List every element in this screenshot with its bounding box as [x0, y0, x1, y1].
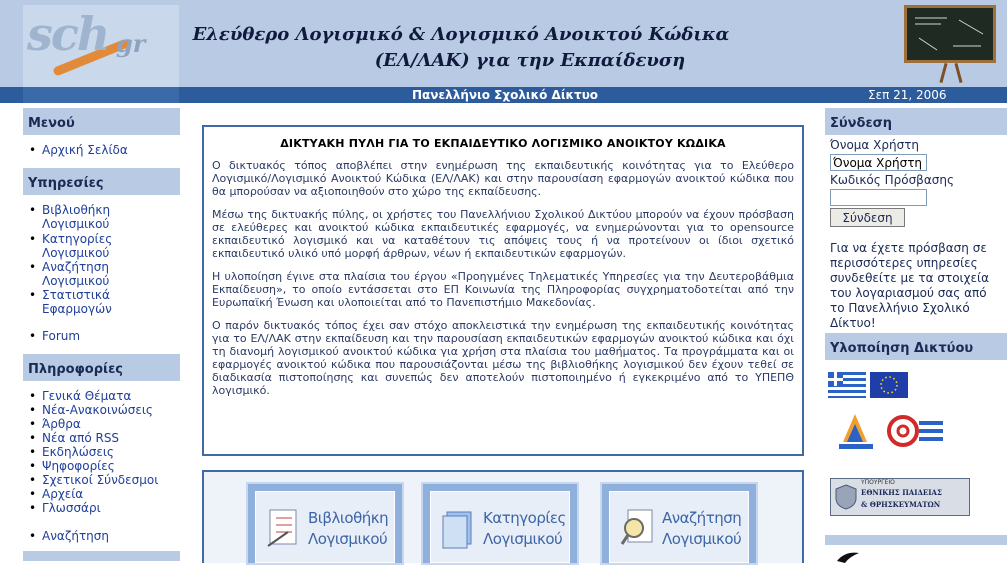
username-label: Όνομα Χρήστη [830, 138, 920, 152]
login-info-text: Για να έχετε πρόσβαση σε περισσότερες υπηρεσίες συνδεθείτε με τα στοιχεία του λογαριασμού σας από το Πανελλήνιο Σχολικό Δίκτυο! [830, 241, 989, 330]
right-sidebar [825, 106, 1007, 563]
software-library-label1: Βιβλιοθήκη [308, 509, 389, 527]
chalkboard-icon [904, 5, 996, 63]
left-sidebar [23, 106, 180, 563]
software-categories-button[interactable] [421, 482, 579, 565]
intro-heading: ΔΙΚΤΥΑΚΗ ΠΥΛΗ ΓΙΑ ΤΟ ΕΚΠΑΙΔΕΥΤΙΚΟ ΛΟΓΙΣΜΙΚΟ ΑΝΟΙΚΤΟΥ ΚΩΔΙΚΑ [280, 137, 726, 150]
intro-panel [202, 125, 804, 456]
greek-flag-icon [828, 372, 866, 398]
intro-paragraph: Ο παρόν δικτυακός τόπος έχει σαν στόχο αποκλειστικά την ενημέρωση της εκπαιδευτικής κοινότητας για το ΕΛ/ΛΑΚ στην εκπαίδευση και την παρουσίαση εκπαιδευτικών εφαρμογών ανοικτού κώδικα και όχι τη διανομή λογισμικού ανοικτού κώδικα για χρήση στα πλαίσια του μαθήματος. Τα προγράμματα και οι εφαρμογές ανοικτού κώδικα που παρουσιάζονται μέσω της βιβλιοθήκης λογισμικού δεν έχουν τεθεί σε διαδικασία πιστοποίησης και συνεπώς δεν αποτελούν πιστοποιημένο ή εγκεκριμένο από το ΥΠΕΠΘ λογισμικό. [212, 319, 794, 397]
network-name: Πανελλήνιο Σχολικό Δίκτυο [412, 88, 599, 102]
password-input[interactable] [830, 189, 927, 206]
ministry-line3: & ΘΡΗΣΚΕΥΜΑΤΩΝ [861, 500, 941, 509]
nav-search[interactable]: • Αναζήτηση [29, 529, 177, 543]
nav-events[interactable]: • Εκδηλώσεις [29, 445, 177, 459]
software-search-button[interactable] [600, 482, 758, 565]
coat-of-arms-icon [835, 484, 857, 510]
nav-app-statistics[interactable]: • Στατιστικά Εφαρμογών [29, 288, 177, 316]
ministry-line2: ΕΘΝΙΚΗΣ ΠΑΙΔΕΙΑΣ [861, 488, 942, 497]
nav-general-topics[interactable]: • Γενικά Θέματα [29, 389, 177, 403]
ministry-line1: ΥΠΟΥΡΓΕΙΟ [861, 479, 895, 486]
logo-suffix: gr [116, 29, 146, 58]
site-title [192, 22, 730, 74]
bird-logo-icon [837, 551, 859, 563]
sidebar-section-strip [23, 551, 180, 561]
ministry-of-education-logo[interactable] [830, 478, 970, 516]
info-heading: Πληροφορίες [23, 354, 180, 381]
software-search-label1: Αναζήτηση [662, 509, 742, 527]
quick-links-panel [202, 470, 804, 563]
eu-flag-icon [870, 372, 908, 398]
nav-glossary[interactable]: • Γλωσσάρι [29, 501, 177, 515]
sch-logo[interactable] [23, 5, 179, 87]
software-library-button[interactable] [246, 482, 404, 565]
menu-heading: Μενού [23, 108, 180, 135]
nav-software-search[interactable]: • Αναζήτηση Λογισμικού [29, 260, 177, 288]
software-categories-label1: Κατηγορίες [483, 509, 566, 527]
software-library-label2: Λογισμικού [308, 530, 388, 548]
nav-polls[interactable]: • Ψηφοφορίες [29, 459, 177, 473]
software-categories-label2: Λογισμικού [483, 530, 563, 548]
login-button[interactable]: Σύνδεση [830, 208, 905, 227]
username-input[interactable] [830, 154, 927, 171]
nav-articles[interactable]: • Άρθρα [29, 417, 177, 431]
nav-rss-news[interactable]: • Νέα από RSS [29, 431, 177, 445]
nav-software-categories[interactable]: • Κατηγορίες Λογισμικού [29, 232, 177, 260]
at-symbol-logo [885, 411, 945, 451]
easel-icon [940, 63, 962, 83]
software-search-label2: Λογισμικού [662, 530, 742, 548]
information-society-logo [837, 406, 875, 450]
top-bar [0, 87, 1007, 103]
implementation-heading: Υλοποίηση Δικτύου [825, 333, 1007, 360]
sidebar-section-strip [825, 535, 1007, 545]
intro-paragraph: Η υλοποίηση έγινε στα πλαίσια του έργου «Προηγμένες Τηλεματικές Υπηρεσίες για την Δευτεροβάθμια Εκπαίδευση», το οποίο εντάσσεται στο ΕΠ Κοινωνία της Πληροφορίας συγχρηματοδοτείται από την Ευρωπαϊκή Ένωση και υλοποιείται από το Πανεπιστήμιο Μακεδονίας. [212, 270, 794, 309]
checklist-icon [266, 506, 302, 550]
site-title-line1: Ελεύθερο Λογισμικό & Λογισμικό Ανοικτού Κώδικα [192, 24, 730, 45]
services-heading: Υπηρεσίες [23, 168, 180, 195]
folder-icon [441, 506, 477, 550]
nav-news[interactable]: • Νέα-Ανακοινώσεις [29, 403, 177, 417]
nav-forum[interactable]: • Forum [29, 329, 177, 343]
nav-software-library[interactable]: • Βιβλιοθήκη Λογισμικού [29, 203, 177, 231]
login-heading: Σύνδεση [825, 108, 1007, 135]
current-date: Σεπ 21, 2006 [868, 88, 947, 102]
magnifier-icon [620, 506, 656, 550]
nav-home[interactable]: • Αρχική Σελίδα [29, 143, 177, 157]
header [0, 0, 1007, 87]
site-title-line2: (ΕΛ/ΛΑΚ) για την Εκπαίδευση [374, 50, 686, 71]
logo-text: sch [27, 7, 109, 61]
nav-files[interactable]: • Αρχεία [29, 487, 177, 501]
intro-paragraph: Ο δικτυακός τόπος αποβλέπει στην ενημέρωση της εκπαιδευτικής κοινότητας για το Ελεύθερο Λογισμικό/Λογισμικό Ανοικτού Κώδικα (ΕΛ/ΛΑΚ) και στην παρουσίαση εφαρμογών ανοικτού κώδικα που θα μπορούσαν να αξιοποιηθούν στο χώρο της εκπαίδευσης. [212, 159, 794, 198]
intro-paragraph: Μέσω της δικτυακής πύλης, οι χρήστες του Πανελλήνιου Σχολικού Δικτύου μπορούν να έχουν πρόσβαση σε ελεύθερες και ανοικτού κώδικα εκπαιδευτικές εφαρμογές, να ενημερώνονται για το opensource εκπαιδευτικό λογισμικό και να καταθέτουν τις απόψεις τους ή να προτείνουν οι ίδιοι σχετικό εκπαιδευτικό υλικό υπό μορφή άρθρων, νέων ή εκπαιδευτικών εφαρμογών. [212, 208, 794, 260]
top-bar-left [23, 87, 179, 103]
nav-related-links[interactable]: • Σχετικοί Σύνδεσμοι [29, 473, 177, 487]
password-label: Κωδικός Πρόσβασης [830, 173, 955, 187]
